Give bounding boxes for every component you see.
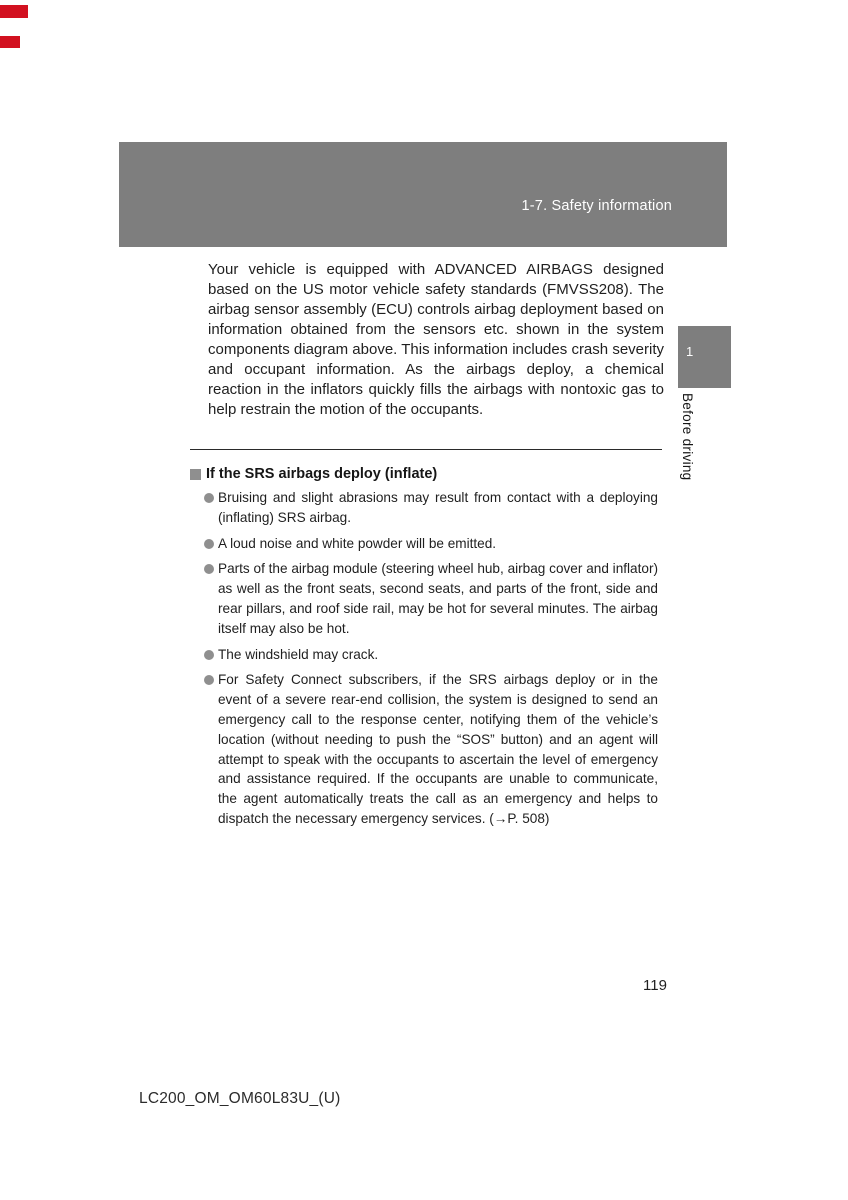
bullet-list	[204, 488, 658, 835]
section-divider-line	[190, 449, 662, 450]
bullet-item-text: A loud noise and white powder will be emitted.	[218, 535, 497, 551]
bullet-item-text: The windshield may crack.	[218, 646, 379, 662]
intro-paragraph: Your vehicle is equipped with ADVANCED AIRBAGS designed based on the US motor vehicle safety standards (FMVSS208). The airbag sensor assembly (ECU) controls airbag deployment based on information obtained from the sensors etc. shown in the system components diagram above. This information includes crash severity and occupant information. As the airbags deploy, a chemical reaction in the inflators quickly fills the airbags with nontoxic gas to help restrain the motion of the occupants.	[208, 261, 664, 418]
section-title	[190, 466, 437, 482]
footer-document-code: LC200_OM_OM60L83U_(U)	[139, 1090, 341, 1107]
print-registration-mark	[0, 5, 28, 18]
square-bullet-icon	[190, 469, 201, 480]
chapter-tab-number: 1	[686, 344, 694, 359]
section-title-text: If the SRS airbags deploy (inflate)	[206, 466, 438, 482]
bullet-item-text: For Safety Connect subscribers, if the SRS airbags deploy or in the event of a severe rear-end collision, the system is designed to send an emergency call to the response center, notifying them of the vehicle’s location (without needing to push the “SOS” button) and an agent will attempt to speak with the occupants to ascertain the level of emergency and assistance required. If the occupants are unable to communicate, the agent automatically treats the call as an emergency and helps to dispatch the necessary emergency services. (→P. 508)	[218, 672, 658, 826]
bullet-item	[204, 645, 658, 665]
chapter-tab	[678, 326, 731, 388]
page-number: 119	[643, 977, 667, 994]
section-header-label: 1-7. Safety information	[521, 197, 672, 214]
print-registration-mark	[0, 36, 20, 48]
bullet-item	[204, 534, 658, 554]
bullet-item-text: Parts of the airbag module (steering wheel hub, airbag cover and inflator) as well as the front seats, second seats, and parts of the front, side and rear pillars, and roof side rail, may be hot for several minutes. The airbag itself may also be hot.	[218, 561, 658, 636]
circle-bullet-icon	[204, 675, 214, 685]
bullet-item-text: Bruising and slight abrasions may result from contact with a deploying (inflating) SRS airbag.	[218, 490, 658, 525]
circle-bullet-icon	[204, 539, 214, 549]
chapter-title-vertical: Before driving	[680, 393, 695, 481]
section-header-bar	[119, 142, 727, 247]
bullet-item	[204, 559, 658, 638]
circle-bullet-icon	[204, 564, 214, 574]
bullet-item	[204, 488, 658, 528]
bullet-item	[204, 670, 658, 828]
circle-bullet-icon	[204, 650, 214, 660]
circle-bullet-icon	[204, 493, 214, 503]
